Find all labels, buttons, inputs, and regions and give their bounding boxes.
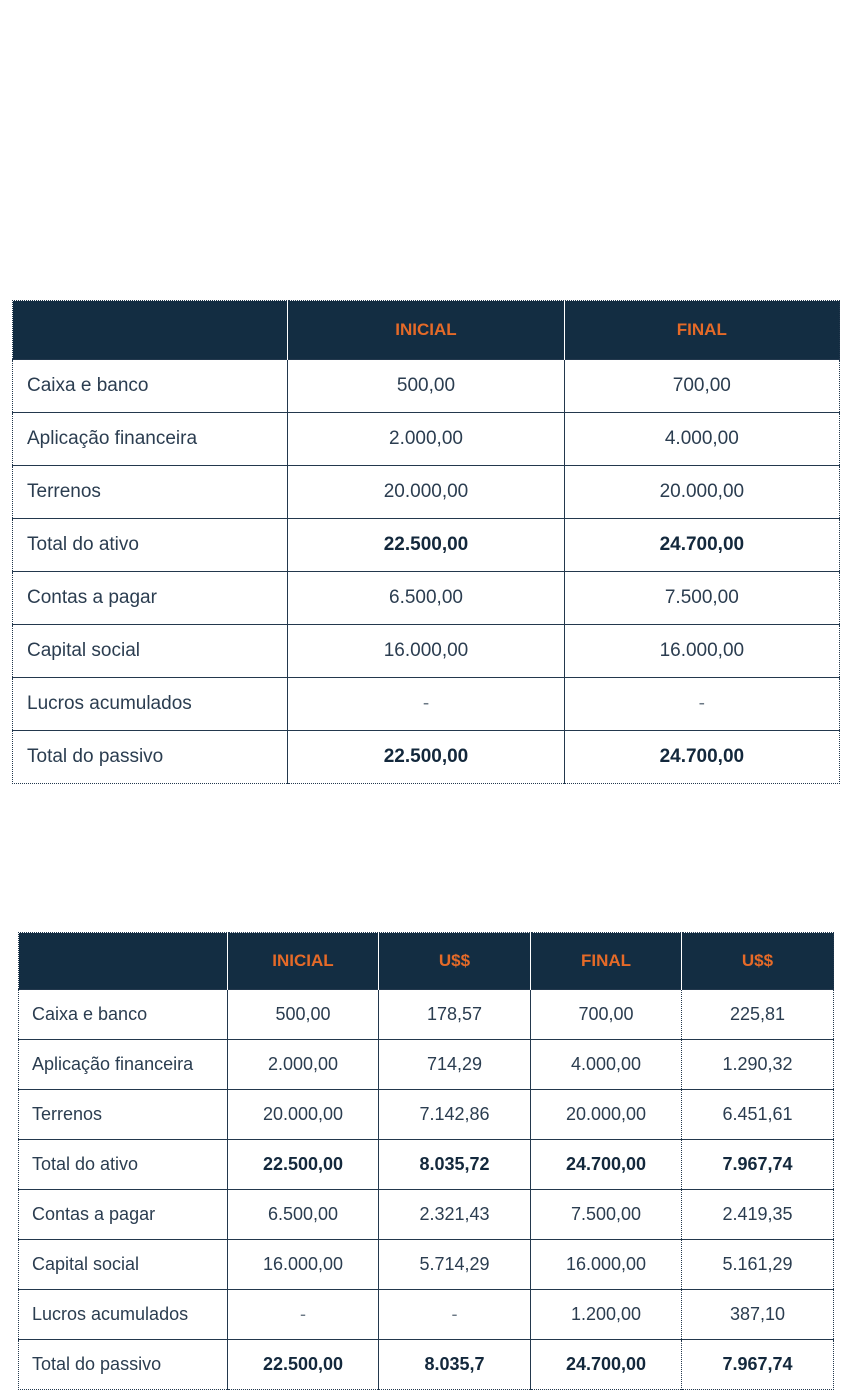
row-label: Total do ativo — [13, 519, 288, 572]
cell-inicial: 6.500,00 — [228, 1190, 379, 1240]
header-inicial: INICIAL — [228, 933, 379, 990]
row-label: Aplicação financeira — [13, 413, 288, 466]
table-row — [19, 1040, 834, 1090]
cell-final: 7.500,00 — [531, 1190, 682, 1240]
cell-final: 700,00 — [564, 360, 839, 413]
cell-final: 4.000,00 — [564, 413, 839, 466]
cell-final: 700,00 — [531, 990, 682, 1040]
table-row — [19, 1190, 834, 1240]
row-label: Terrenos — [19, 1090, 228, 1140]
cell-inicial: 22.500,00 — [288, 519, 564, 572]
header-empty — [19, 933, 228, 990]
cell-inicial-usd: - — [379, 1290, 531, 1340]
cell-inicial: 22.500,00 — [228, 1340, 379, 1390]
header-final-usd: U$$ — [682, 933, 834, 990]
cell-final: 16.000,00 — [564, 625, 839, 678]
row-label: Lucros acumulados — [13, 678, 288, 731]
cell-inicial: 2.000,00 — [288, 413, 564, 466]
cell-inicial: 16.000,00 — [288, 625, 564, 678]
cell-inicial: 2.000,00 — [228, 1040, 379, 1090]
cell-final-usd: 225,81 — [682, 990, 834, 1040]
row-label: Caixa e banco — [13, 360, 288, 413]
row-label: Contas a pagar — [13, 572, 288, 625]
table-row-total-ativo — [19, 1140, 834, 1190]
cell-inicial-usd: 8.035,72 — [379, 1140, 531, 1190]
table-row-total-passivo — [13, 731, 840, 784]
cell-final: 24.700,00 — [531, 1140, 682, 1190]
table-row — [19, 990, 834, 1040]
table-row — [19, 1090, 834, 1140]
cell-final-usd: 387,10 — [682, 1290, 834, 1340]
table-row — [13, 466, 840, 519]
row-label: Capital social — [13, 625, 288, 678]
row-label: Total do passivo — [13, 731, 288, 784]
cell-final: 1.200,00 — [531, 1290, 682, 1340]
header-inicial: INICIAL — [288, 301, 564, 360]
cell-final: 4.000,00 — [531, 1040, 682, 1090]
cell-inicial-usd: 8.035,7 — [379, 1340, 531, 1390]
cell-final-usd: 6.451,61 — [682, 1090, 834, 1140]
row-label: Total do passivo — [19, 1340, 228, 1390]
table-row-total-passivo — [19, 1340, 834, 1390]
cell-final-usd: 7.967,74 — [682, 1340, 834, 1390]
cell-final-usd: 2.419,35 — [682, 1190, 834, 1240]
cell-inicial: 16.000,00 — [228, 1240, 379, 1290]
cell-inicial: 20.000,00 — [228, 1090, 379, 1140]
cell-final: 24.700,00 — [564, 519, 839, 572]
table-row — [19, 1290, 834, 1340]
row-label: Caixa e banco — [19, 990, 228, 1040]
header-empty — [13, 301, 288, 360]
row-label: Aplicação financeira — [19, 1040, 228, 1090]
table-row — [13, 625, 840, 678]
table-row — [13, 413, 840, 466]
table-row — [13, 678, 840, 731]
table-header-row — [19, 933, 834, 990]
row-label: Terrenos — [13, 466, 288, 519]
header-final: FINAL — [564, 301, 839, 360]
cell-inicial-usd: 178,57 — [379, 990, 531, 1040]
cell-inicial: - — [288, 678, 564, 731]
cell-inicial: 20.000,00 — [288, 466, 564, 519]
table-row — [13, 572, 840, 625]
cell-final: 20.000,00 — [531, 1090, 682, 1140]
cell-inicial: 500,00 — [228, 990, 379, 1040]
cell-inicial-usd: 714,29 — [379, 1040, 531, 1090]
table-row — [19, 1240, 834, 1290]
cell-final-usd: 5.161,29 — [682, 1240, 834, 1290]
cell-final: 16.000,00 — [531, 1240, 682, 1290]
cell-inicial: 500,00 — [288, 360, 564, 413]
row-label: Contas a pagar — [19, 1190, 228, 1240]
balance-sheet-table-usd — [18, 932, 834, 1390]
cell-inicial: - — [228, 1290, 379, 1340]
row-label: Total do ativo — [19, 1140, 228, 1190]
cell-inicial: 6.500,00 — [288, 572, 564, 625]
header-inicial-usd: U$$ — [379, 933, 531, 990]
cell-inicial: 22.500,00 — [288, 731, 564, 784]
cell-final: 7.500,00 — [564, 572, 839, 625]
cell-final-usd: 1.290,32 — [682, 1040, 834, 1090]
cell-final: 24.700,00 — [531, 1340, 682, 1390]
table-header-row — [13, 301, 840, 360]
cell-inicial-usd: 2.321,43 — [379, 1190, 531, 1240]
table-row-total-ativo — [13, 519, 840, 572]
cell-inicial-usd: 7.142,86 — [379, 1090, 531, 1140]
cell-inicial: 22.500,00 — [228, 1140, 379, 1190]
row-label: Capital social — [19, 1240, 228, 1290]
cell-final: 20.000,00 — [564, 466, 839, 519]
table-row — [13, 360, 840, 413]
balance-sheet-table-brl — [12, 300, 840, 784]
cell-final: 24.700,00 — [564, 731, 839, 784]
header-final: FINAL — [531, 933, 682, 990]
cell-final-usd: 7.967,74 — [682, 1140, 834, 1190]
row-label: Lucros acumulados — [19, 1290, 228, 1340]
cell-final: - — [564, 678, 839, 731]
cell-inicial-usd: 5.714,29 — [379, 1240, 531, 1290]
